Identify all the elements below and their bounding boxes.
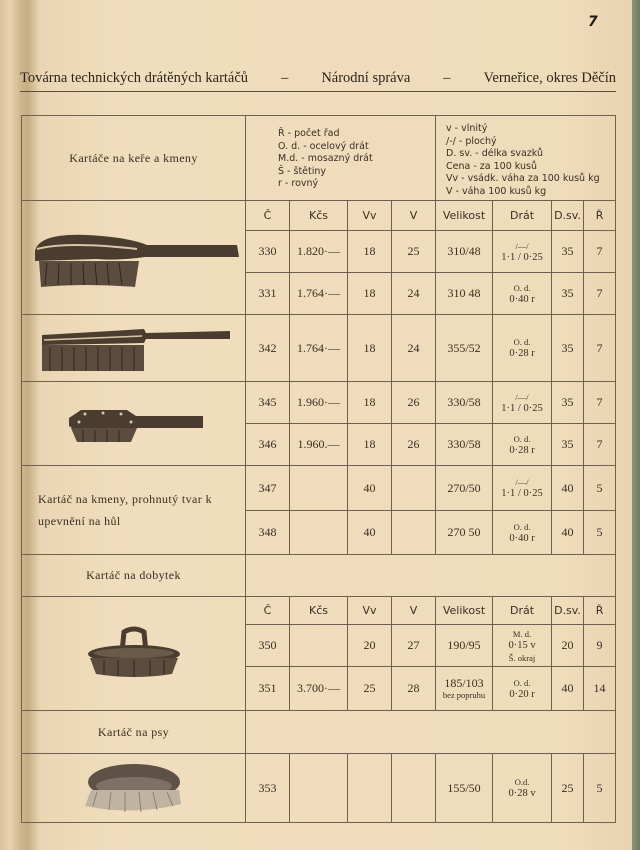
cell-v: 24 <box>392 315 436 382</box>
cell-kcs <box>290 466 348 511</box>
legend-item: v - vlnitý <box>446 123 488 134</box>
cell-velikost: 190/95 <box>436 625 493 667</box>
cell-dsv: 35 <box>552 231 584 273</box>
brush-330-icon <box>27 223 241 293</box>
cell-vv: 18 <box>348 382 392 424</box>
column-header-drat: Drát <box>493 201 552 231</box>
column-header-v: V <box>392 597 436 625</box>
cell-r: 7 <box>584 424 616 466</box>
cell-c: 330 <box>246 231 290 273</box>
brush-image-cell <box>22 201 246 315</box>
column-header-r: Ř <box>584 597 616 625</box>
cell-r: 7 <box>584 273 616 315</box>
brush-342-icon <box>34 323 234 373</box>
cell-dsv: 40 <box>552 466 584 511</box>
cell-velikost: 355/52 <box>436 315 493 382</box>
column-header-kcs: Kčs <box>290 597 348 625</box>
legend-item: Cena - za 100 kusů <box>446 160 537 172</box>
column-header-velikost: Velikost <box>436 201 493 231</box>
cell-dsv: 40 <box>552 511 584 555</box>
cell-drat: /—/ 1·1 / 0·25 <box>493 466 552 511</box>
column-header-v: V <box>392 201 436 231</box>
cell-vv: 25 <box>348 667 392 711</box>
brush-image-cell <box>22 382 246 466</box>
cell-drat: M. d. 0·15 v Š. okraj <box>493 625 552 667</box>
cell-drat: O. d. 0·28 r <box>493 315 552 382</box>
section-title: Kartáč na dobytek <box>22 555 246 597</box>
cell-velikost: 310 48 <box>436 273 493 315</box>
column-header-kcs: Kčs <box>290 201 348 231</box>
brush-image-cell <box>22 754 246 823</box>
brush-image-cell <box>22 597 246 711</box>
cell-vv: 18 <box>348 424 392 466</box>
cell-v: 27 <box>392 625 436 667</box>
cell-dsv: 35 <box>552 424 584 466</box>
dog-brush-icon <box>79 760 189 816</box>
column-header-c: Č <box>246 201 290 231</box>
brush-image-cell <box>22 315 246 382</box>
cell-velikost: 270 50 <box>436 511 493 555</box>
legend-item: Vv - vsádk. váha za 100 kusů kg <box>446 173 600 184</box>
empty-cell <box>246 711 616 754</box>
book-cover-edge <box>632 0 640 850</box>
cell-r: 7 <box>584 315 616 382</box>
cell-vv: 20 <box>348 625 392 667</box>
column-header-row <box>22 201 616 231</box>
cell-r: 7 <box>584 382 616 424</box>
cell-vv: 18 <box>348 231 392 273</box>
cell-vv: 40 <box>348 466 392 511</box>
column-header-c: Č <box>246 597 290 625</box>
cell-r: 5 <box>584 466 616 511</box>
price-table <box>21 115 616 823</box>
cell-r: 5 <box>584 754 616 823</box>
cell-r: 7 <box>584 231 616 273</box>
cell-kcs: 1.960·— <box>290 382 348 424</box>
cell-drat: O. d. 0·40 r <box>493 273 552 315</box>
cell-velikost: 155/50 <box>436 754 493 823</box>
cell-v <box>392 511 436 555</box>
cell-kcs <box>290 754 348 823</box>
cell-v: 24 <box>392 273 436 315</box>
cell-dsv: 25 <box>552 754 584 823</box>
brush-345-icon <box>59 404 209 444</box>
table-row <box>22 315 616 382</box>
column-header-vv: Vv <box>348 201 392 231</box>
cell-v <box>392 466 436 511</box>
cell-r: 9 <box>584 625 616 667</box>
section-header-row <box>22 116 616 201</box>
cell-c: 346 <box>246 424 290 466</box>
section-title: Kartáč na psy <box>22 711 246 754</box>
cell-kcs <box>290 625 348 667</box>
section-title: Kartáč na kmeny, prohnutý tvar k upevnění na hůl <box>22 466 246 555</box>
cell-c: 351 <box>246 667 290 711</box>
cell-v <box>392 754 436 823</box>
cell-c: 345 <box>246 382 290 424</box>
column-header-dsv: D.sv. <box>552 597 584 625</box>
column-header-row <box>22 597 616 625</box>
cell-drat: /—/ 1·1 / 0·25 <box>493 231 552 273</box>
cell-velikost: 270/50 <box>436 466 493 511</box>
cell-c: 353 <box>246 754 290 823</box>
cell-v: 28 <box>392 667 436 711</box>
cell-c: 331 <box>246 273 290 315</box>
cell-kcs: 1.820·— <box>290 231 348 273</box>
cell-velikost: 330/58 <box>436 424 493 466</box>
section-header-row <box>22 711 616 754</box>
cell-kcs: 3.700·— <box>290 667 348 711</box>
column-header-dsv: D.sv. <box>552 201 584 231</box>
cell-v: 26 <box>392 382 436 424</box>
section-header-row <box>22 555 616 597</box>
cell-vv <box>348 754 392 823</box>
legend-item: r - rovný <box>278 178 319 189</box>
table-row <box>22 382 616 424</box>
cell-drat: O. d. 0·20 r <box>493 667 552 711</box>
cell-drat: O. d. 0·40 r <box>493 511 552 555</box>
header-dash: – <box>281 70 289 86</box>
column-header-vv: Vv <box>348 597 392 625</box>
section-title: Kartáče na keře a kmeny <box>22 116 246 201</box>
cell-c: 347 <box>246 466 290 511</box>
header-rule <box>20 91 616 92</box>
cell-kcs <box>290 511 348 555</box>
column-header-velikost: Velikost <box>436 597 493 625</box>
cell-velikost: 330/58 <box>436 382 493 424</box>
cell-v: 26 <box>392 424 436 466</box>
cell-drat: /—/ 1·1 / 0·25 <box>493 382 552 424</box>
cell-vv: 18 <box>348 273 392 315</box>
cell-velikost: 310/48 <box>436 231 493 273</box>
cell-c: 342 <box>246 315 290 382</box>
cell-vv: 18 <box>348 315 392 382</box>
cell-kcs: 1.764·— <box>290 315 348 382</box>
cell-velikost: 185/103 bez popruhu <box>436 667 493 711</box>
header-dash: – <box>443 70 451 86</box>
cell-drat: O. d. 0·28 r <box>493 424 552 466</box>
page-number: 7 <box>588 14 598 30</box>
cell-vv: 40 <box>348 511 392 555</box>
legend-item: Š - štětiny <box>278 165 327 177</box>
legend-item: D. sv. - délka svazků <box>446 148 543 159</box>
cell-r: 5 <box>584 511 616 555</box>
legend-item: O. d. - ocelový drát <box>278 140 369 152</box>
cell-kcs: 1.960.— <box>290 424 348 466</box>
empty-cell <box>246 555 616 597</box>
header-location: Verneřice, okres Děčín <box>483 70 616 86</box>
cell-drat: O.d. 0·28 v <box>493 754 552 823</box>
cell-kcs: 1.764·— <box>290 273 348 315</box>
cell-dsv: 35 <box>552 273 584 315</box>
legend-item: M.d. - mosazný drát <box>278 153 373 164</box>
header-administration: Národní správa <box>321 70 411 86</box>
cell-c: 348 <box>246 511 290 555</box>
cell-c: 350 <box>246 625 290 667</box>
page-header <box>20 70 616 87</box>
table-row <box>22 466 616 511</box>
column-header-drat: Drát <box>493 597 552 625</box>
column-header-r: Ř <box>584 201 616 231</box>
legend-item: V - váha 100 kusů kg <box>446 185 547 197</box>
cattle-brush-icon <box>84 624 184 684</box>
header-company: Továrna technických drátěných kartáčů <box>20 70 249 86</box>
cell-dsv: 35 <box>552 382 584 424</box>
legend-item: /-/ - plochý <box>446 135 497 147</box>
legend-item: Ř - počet řad <box>278 128 340 139</box>
legend-left <box>246 116 436 201</box>
cell-v: 25 <box>392 231 436 273</box>
table-row <box>22 754 616 823</box>
cell-r: 14 <box>584 667 616 711</box>
cell-dsv: 40 <box>552 667 584 711</box>
cell-dsv: 20 <box>552 625 584 667</box>
legend-right <box>436 116 616 201</box>
cell-dsv: 35 <box>552 315 584 382</box>
